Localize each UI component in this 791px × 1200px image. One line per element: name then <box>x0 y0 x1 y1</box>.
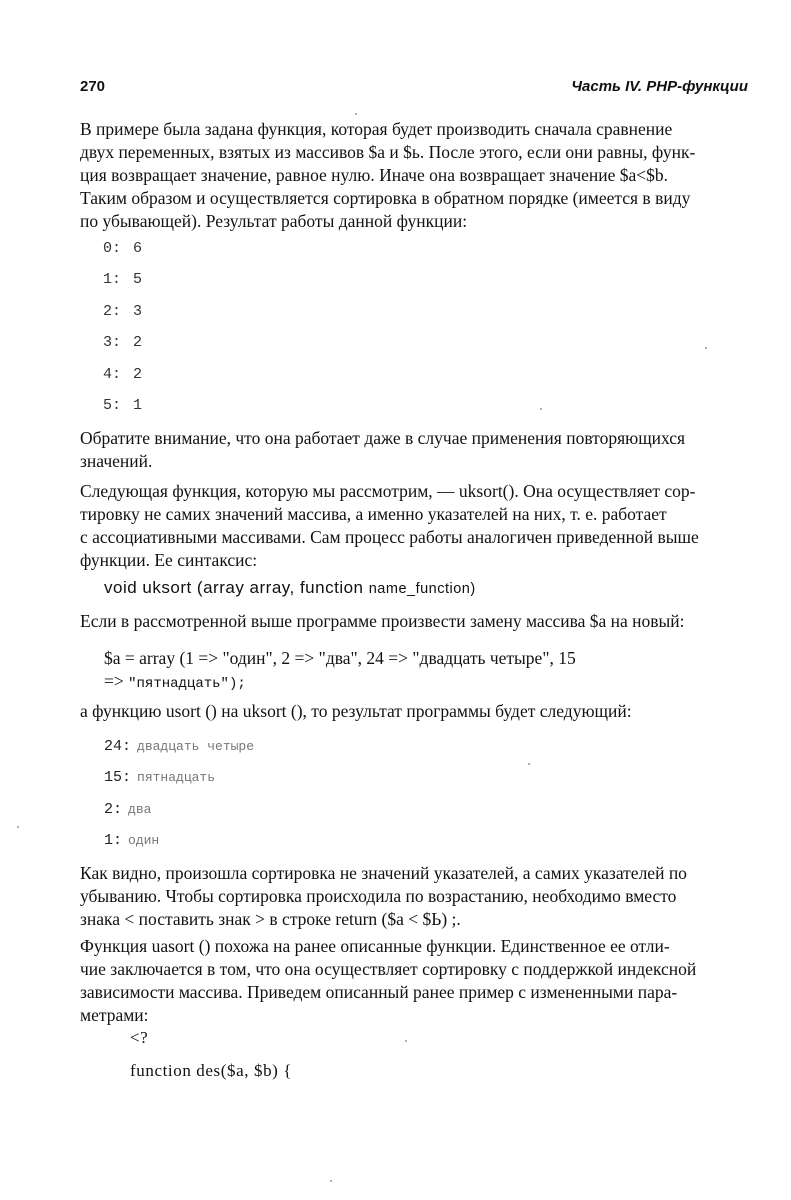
scan-speck <box>705 347 707 349</box>
text-line: с ассоциативными массивами. Сам процесс работы аналогичен приведенной выше <box>80 527 699 547</box>
output-row: 2: два <box>104 801 152 818</box>
scan-speck <box>540 408 542 410</box>
scan-speck <box>17 826 19 828</box>
section-title: Часть IV. PHP-функции <box>571 78 748 95</box>
scan-speck <box>405 1040 407 1042</box>
text-line: Следующая функция, которую мы рассмотрим, — uksort(). Она осуществляет сор- <box>80 481 696 501</box>
paragraph-note <box>80 427 748 473</box>
text-line: Как видно, произошла сортировка не значений указателей, а самих указателей по <box>80 863 687 883</box>
text-line: чие заключается в том, что она осуществляет сортировку с поддержкой индексной <box>80 959 697 979</box>
array-code-line: $a = array (1 => "один", 2 => "два", 24 => "двадцать четыре", 15 <box>104 648 576 668</box>
paragraph-uasort <box>80 935 748 1027</box>
text-line: зависимости массива. Приведем описанный ранее пример с измененными пара- <box>80 982 678 1002</box>
text-line: Если в рассмотренной выше программе произвести замену массива $а на новый: <box>80 611 685 631</box>
page-header <box>80 78 748 98</box>
output-row: 5: 1 <box>103 397 143 414</box>
code-line: function des($a, $b) { <box>130 1061 293 1080</box>
paragraph-uksort <box>80 480 748 572</box>
output-row: 0: 6 <box>103 240 143 257</box>
text-line: Таким образом и осуществляется сортировка в обратном порядке (имеется в виду <box>80 188 691 208</box>
text-line: значений. <box>80 451 153 471</box>
paragraph-intro <box>80 118 748 233</box>
text-line: а функцию usort () на uksort (), то результат программы будет следующий: <box>80 701 632 721</box>
text-line: В примере была задана функция, которая будет производить сначала сравнение <box>80 119 673 139</box>
output-row: 1: один <box>104 832 160 849</box>
code-line: <? <box>130 1028 149 1047</box>
text-line: ция возвращает значение, равное нулю. Иначе она возвращает значение $a<$b. <box>80 165 669 185</box>
page-number: 270 <box>80 78 106 95</box>
syntax-line: void uksort (array array, function name_function) <box>104 578 476 597</box>
text-line: двух переменных, взятых из массивов $а и $ь. После этого, если они равны, функ- <box>80 142 696 162</box>
text-line: метрами: <box>80 1005 149 1025</box>
text-line: Функция uasort () похожа на ранее описанные функции. Единственное ее отли- <box>80 936 670 956</box>
output-row: 24: двадцать четыре <box>104 738 255 755</box>
output-row: 1: 5 <box>103 271 143 288</box>
output-row: 2: 3 <box>103 303 143 320</box>
scan-speck <box>528 763 530 765</box>
output-row: 15: пятнадцать <box>104 769 216 786</box>
text-line: убыванию. Чтобы сортировка происходила по возрастанию, необходимо вместо <box>80 886 677 906</box>
text-line: по убывающей). Результат работы данной функции: <box>80 211 468 231</box>
output-row: 4: 2 <box>103 366 143 383</box>
paragraph-result <box>80 700 748 723</box>
text-line: функции. Ее синтаксис: <box>80 550 258 570</box>
scan-speck <box>355 113 357 115</box>
text-line: Обратите внимание, что она работает даже в случае применения повторяющихся <box>80 428 686 448</box>
text-line: тировку не самих значений массива, а именно указателей на них, т. е. работает <box>80 504 667 524</box>
output-row: 3: 2 <box>103 334 143 351</box>
paragraph-replace <box>80 610 748 633</box>
scan-speck <box>330 1180 332 1182</box>
paragraph-explanation <box>80 862 748 931</box>
array-code-line: => "пятнадцать"); <box>104 671 246 692</box>
text-line: знака < поставить знак > в строке return ($а < $Ь) ;. <box>80 909 461 929</box>
